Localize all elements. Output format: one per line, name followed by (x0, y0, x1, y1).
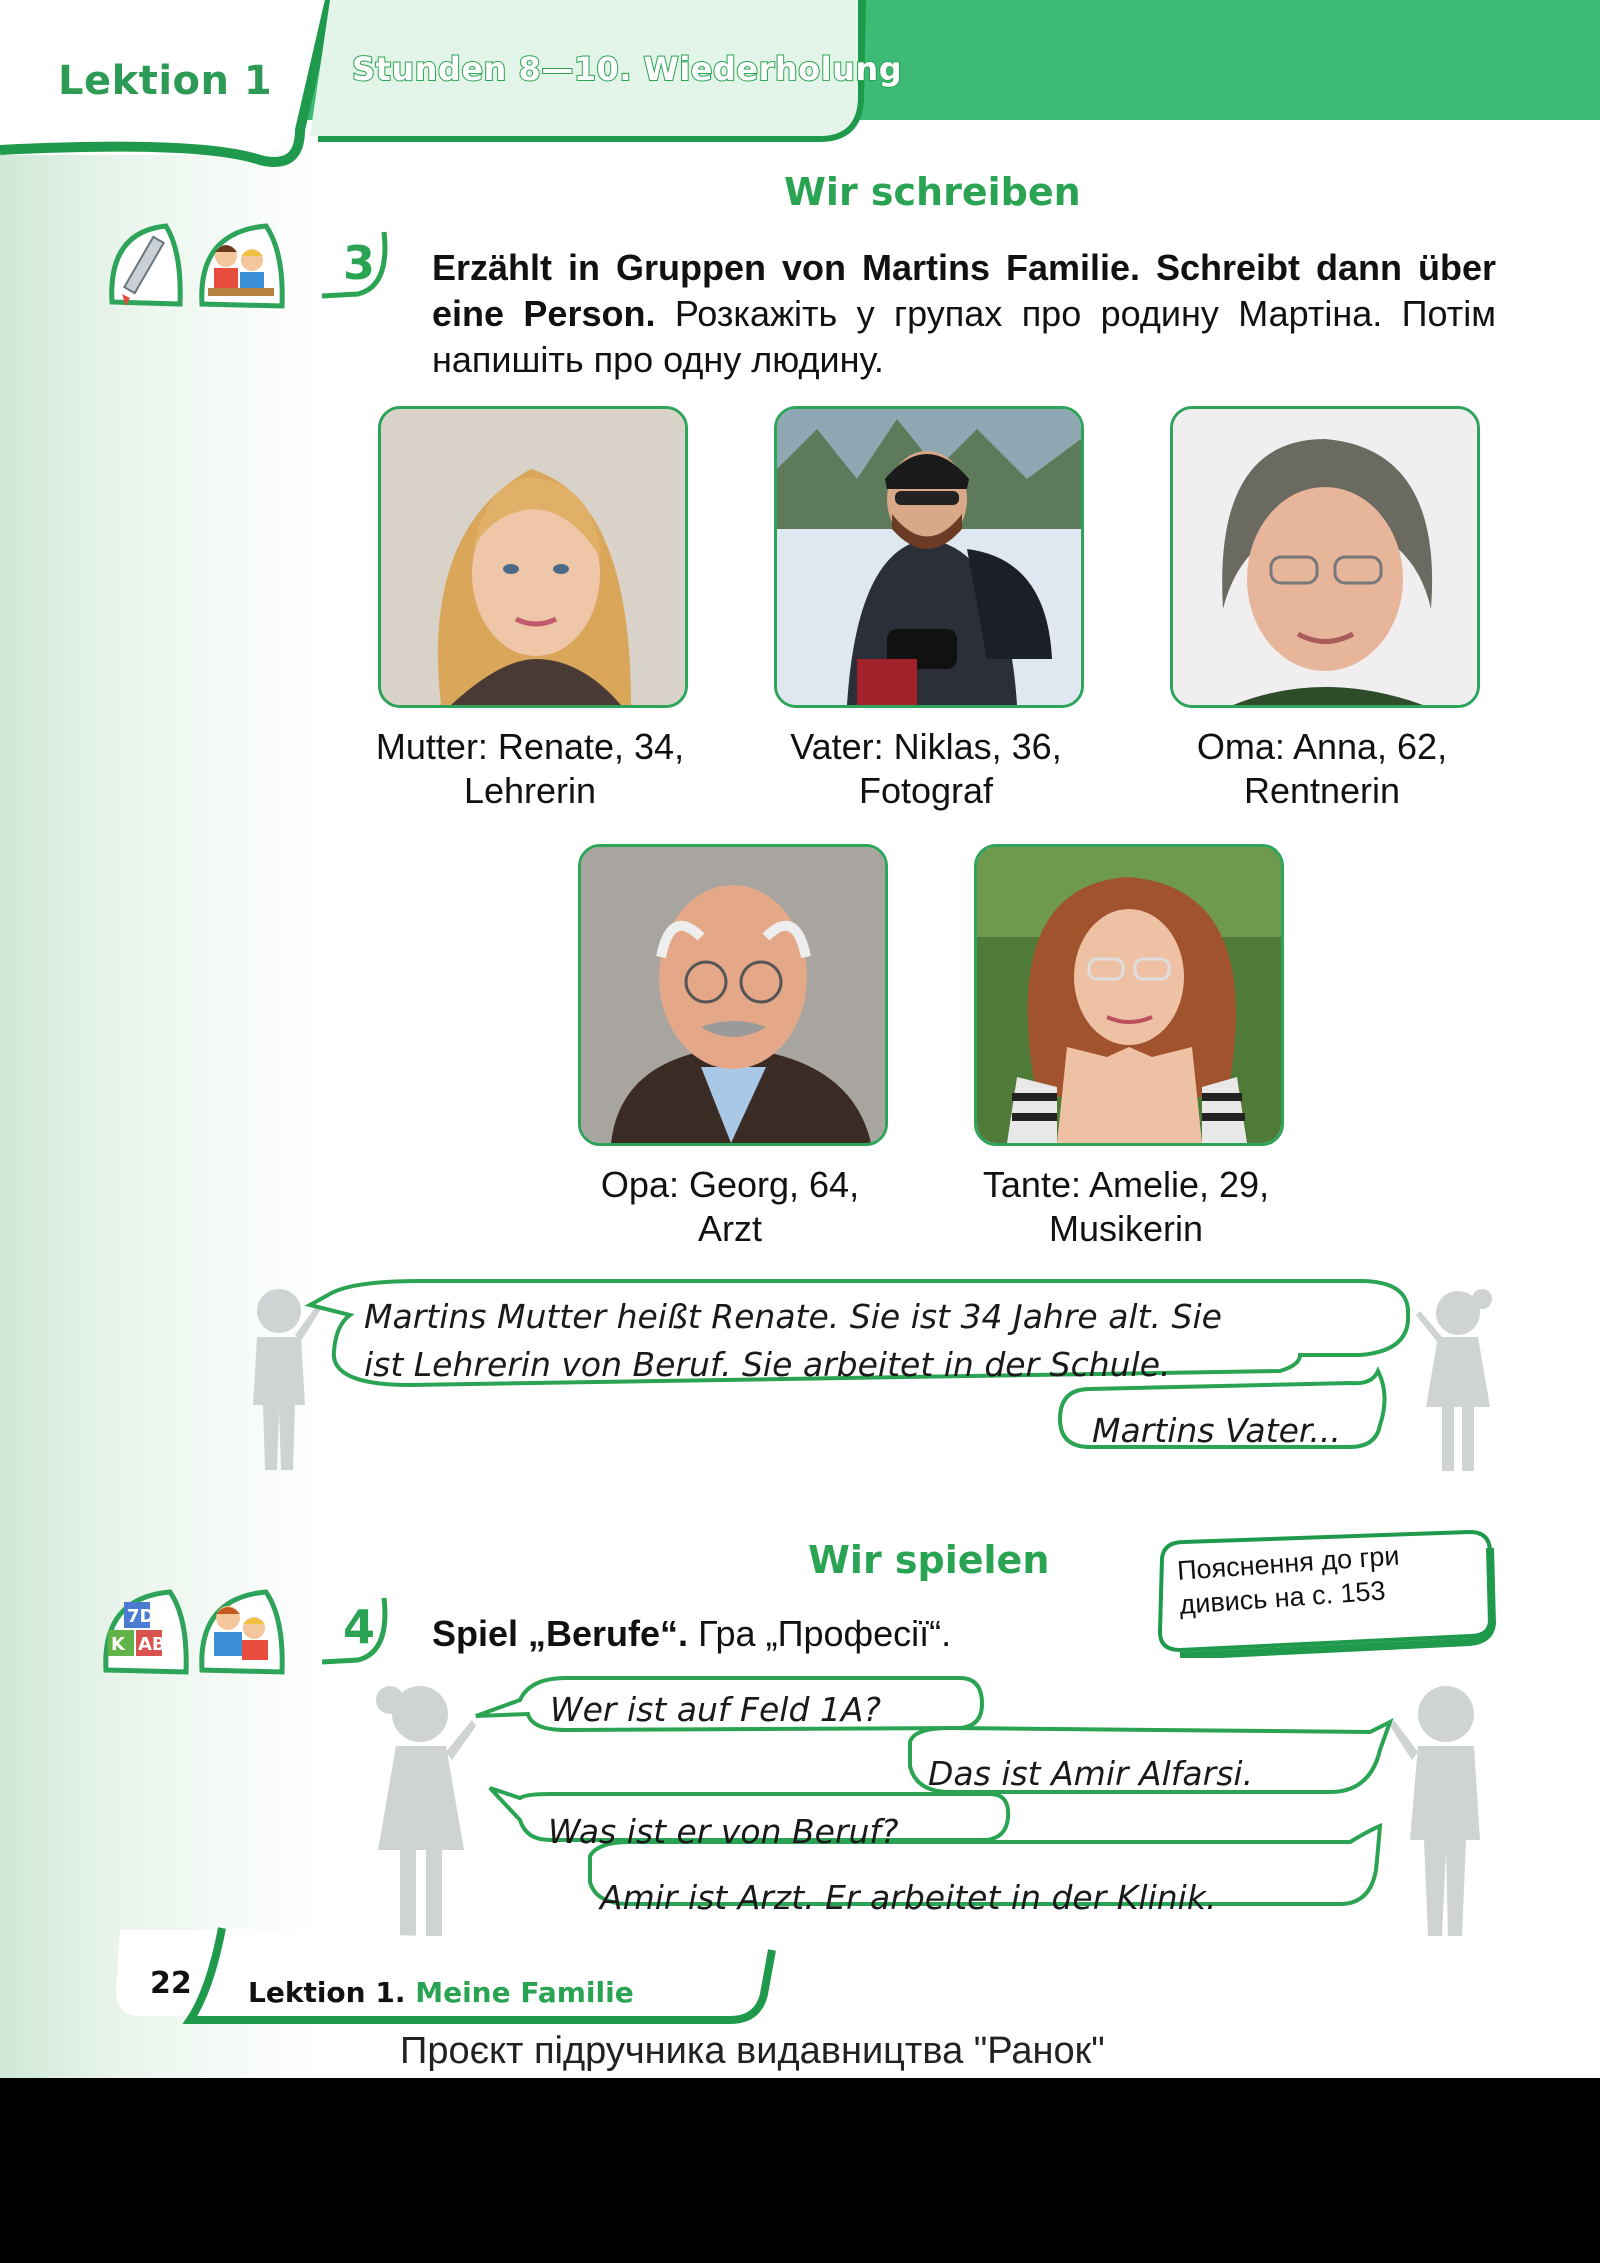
dialog-line-1: Wer ist auf Feld 1A? (550, 1690, 881, 1729)
pencil-icon (104, 222, 188, 312)
dialog-line-4: Amir ist Arzt. Er arbeitet in der Klinik. (600, 1878, 1217, 1917)
task-number-bracket-4 (318, 1592, 398, 1672)
section-title-wir-spielen: Wir spielen (808, 1538, 1050, 1582)
game-note-line2: дивись на с. 153 (1178, 1575, 1387, 1620)
caption-vater (744, 725, 1108, 813)
page-number: 22 (150, 1966, 192, 2001)
older-woman-glasses-portrait (1173, 409, 1477, 705)
caption-tante-line2: Musikerin (1048, 1208, 1204, 1249)
svg-text:K: K (111, 1634, 125, 1655)
photo-oma (1170, 406, 1480, 708)
caption-opa (548, 1163, 912, 1251)
publisher-watermark: Проєкт підручника видавництва "Ранок" (400, 2030, 1105, 2072)
bubble-reply: Martins Vater... (1092, 1411, 1341, 1450)
caption-oma-line1: Oma: Anna, 62, (1196, 726, 1448, 767)
footer-title (248, 1976, 634, 2009)
task-3-instruction-uk: Розкажіть у групах про родину Мартіна. Потім напишіть про одну людину. (432, 293, 1496, 380)
dialog-line-2: Das ist Amir Alfarsi. (928, 1754, 1254, 1793)
task-number-4: 4 (343, 1600, 376, 1654)
caption-tante (944, 1163, 1308, 1251)
stunden-badge: Stunden 8—10. Wiederholung (352, 50, 903, 88)
photo-vater (774, 406, 1084, 708)
bubble-main-line2: ist Lehrerin von Beruf. Sie arbeitet in der Schule. (364, 1345, 1171, 1384)
task-4-instruction-uk: Гра „Професії“. (688, 1613, 952, 1654)
caption-tante-line1: Tante: Amelie, 29, (982, 1164, 1270, 1205)
woman-curly-hair-portrait (977, 847, 1281, 1143)
caption-mutter (348, 725, 712, 813)
man-photographer-snow-portrait (777, 409, 1081, 705)
lektion-badge: Lektion 1 (58, 58, 273, 104)
caption-oma-line2: Rentnerin (1243, 770, 1401, 811)
bubble-main-line1: Martins Mutter heißt Renate. Sie ist 34 Jahre alt. Sie (364, 1297, 1222, 1336)
caption-vater-line2: Fotograf (858, 770, 994, 811)
photo-opa (578, 844, 888, 1146)
girl-silhouette-left (368, 1680, 478, 1940)
woman-blonde-portrait (381, 409, 685, 705)
footer-topic: Meine Familie (415, 1976, 634, 2009)
photo-mutter (378, 406, 688, 708)
task-3-instruction-de: Erzählt in Gruppen von Martins Familie. Schreibt dann über eine Person. (432, 247, 1496, 334)
task-number-bracket (318, 226, 398, 306)
game-note-line1: Пояснення до гри (1176, 1540, 1401, 1586)
kids-writing-icon (196, 222, 286, 312)
caption-mutter-line2: Lehrerin (463, 770, 597, 811)
older-man-glasses-portrait (581, 847, 885, 1143)
alphabet-blocks-icon (100, 1588, 190, 1678)
task-3-instruction (432, 245, 1496, 383)
caption-mutter-line1: Mutter: Renate, 34, (375, 726, 685, 767)
svg-text:7D: 7D (127, 1606, 155, 1627)
footer-lektion: Lektion 1. (248, 1976, 406, 2009)
caption-oma (1140, 725, 1504, 813)
svg-text:AB: AB (138, 1634, 166, 1655)
dialog-line-3: Was ist er von Beruf? (548, 1812, 899, 1851)
caption-vater-line1: Vater: Niklas, 36, (790, 726, 1062, 767)
caption-opa-line2: Arzt (697, 1208, 762, 1249)
section-title-wir-schreiben: Wir schreiben (784, 170, 1081, 214)
task-4-instruction (432, 1611, 951, 1657)
task-number-3: 3 (343, 236, 376, 290)
task-4-instruction-de: Spiel „Berufe“. (432, 1613, 689, 1654)
photo-tante (974, 844, 1284, 1146)
kids-playing-icon (196, 1588, 286, 1678)
caption-opa-line1: Opa: Georg, 64, (600, 1164, 860, 1205)
